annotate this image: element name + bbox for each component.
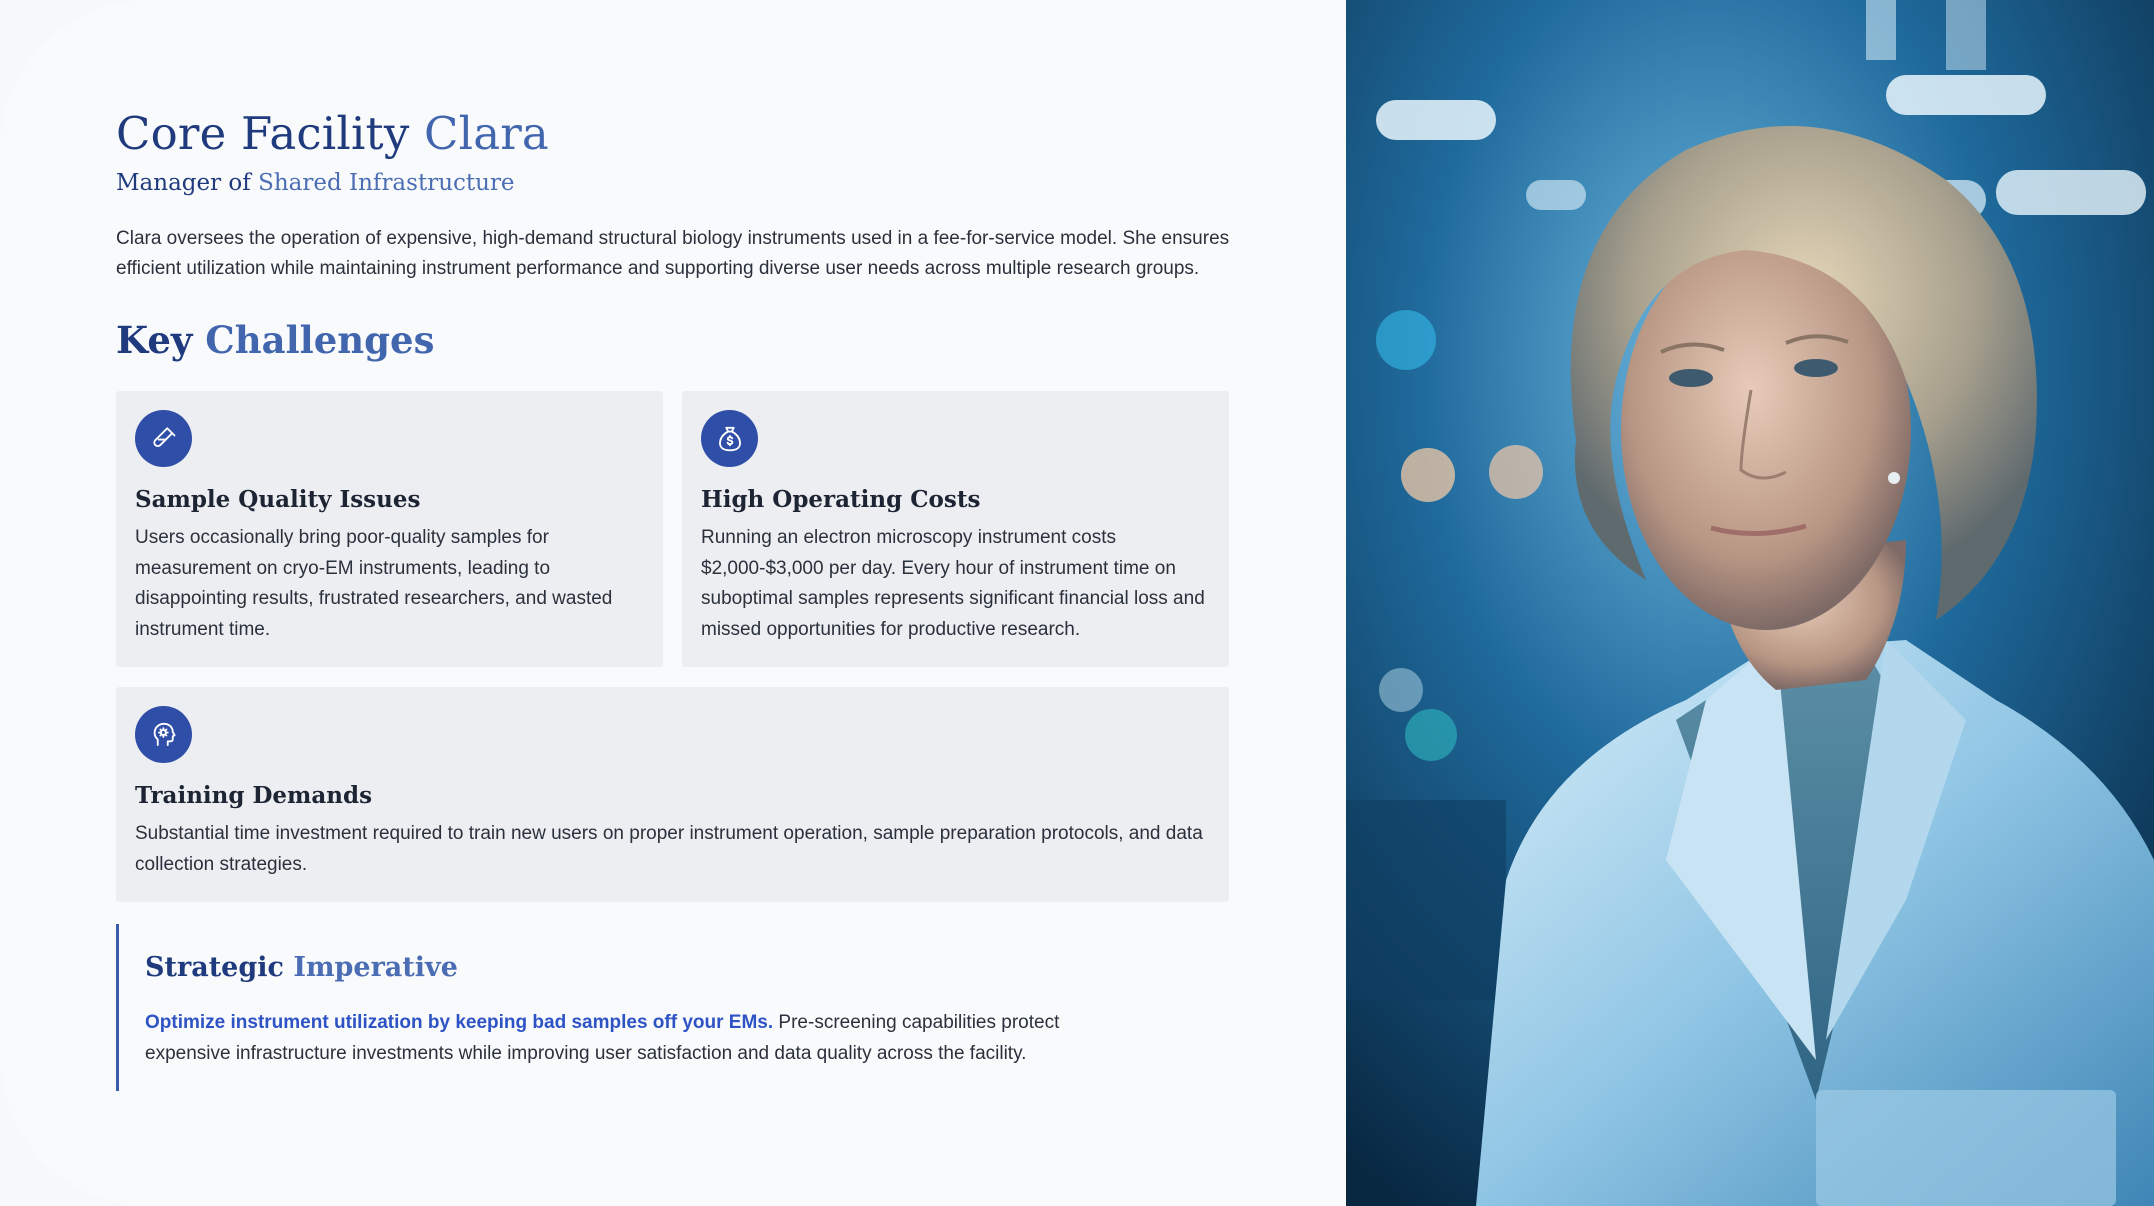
- card-title: Training Demands: [135, 782, 373, 809]
- challenge-card-operating-costs: [682, 391, 1229, 667]
- test-tube-icon: [135, 410, 192, 467]
- challenges-heading: [116, 316, 1230, 364]
- head-gear-icon: [135, 706, 192, 763]
- challenges-heading-accent: Challenges: [205, 318, 435, 362]
- money-bag-icon: [701, 410, 758, 467]
- card-text: Running an electron microscopy instrument costs $2,000-$3,000 per day. Every hour of instrument time on suboptimal samples represents significant financial loss and missed opportunities for productive research.: [701, 527, 1205, 640]
- imperative-highlight: Optimize instrument utilization by keeping bad samples off your EMs.: [145, 1012, 774, 1033]
- subtitle-main: Manager of: [116, 170, 251, 196]
- card-text: Substantial time investment required to train new users on proper instrument operation, sample preparation protocols, and data collection strategies.: [135, 823, 1203, 875]
- portrait-illustration: [1346, 0, 2154, 1206]
- page-title: [116, 104, 1230, 164]
- imperative-title: [145, 950, 1230, 986]
- challenge-card-training: [116, 687, 1229, 902]
- card-title: Sample Quality Issues: [135, 486, 421, 513]
- scientist-portrait-photo: [1346, 0, 2154, 1206]
- challenge-cards: [116, 391, 1230, 902]
- imperative-title-main: Strategic: [145, 952, 284, 983]
- challenge-card-sample-quality: [116, 391, 663, 667]
- subtitle-accent: Shared Infrastructure: [258, 170, 515, 196]
- card-title: High Operating Costs: [701, 486, 981, 513]
- intro-paragraph: Clara oversees the operation of expensive, high-demand structural biology instruments used in a fee-for-service model. She ensures efficient utilization while maintaining instrument performance and supporting diverse user needs across multiple research groups.: [116, 228, 1230, 279]
- page-subtitle: [116, 168, 1230, 198]
- card-text: Users occasionally bring poor-quality samples for measurement on cryo-EM instruments, leading to disappointing results, frustrated researchers, and wasted instrument time.: [135, 527, 613, 640]
- imperative-text: [145, 1008, 1145, 1069]
- title-main: Core Facility: [116, 107, 410, 160]
- imperative-body: Pre-screening capabilities protect expensive infrastructure investments while improving user satisfaction and data quality across the facility.: [145, 1012, 1060, 1064]
- challenges-heading-main: Key: [116, 318, 193, 362]
- title-accent: Clara: [423, 107, 549, 160]
- imperative-title-accent: Imperative: [293, 952, 458, 983]
- content: [116, 104, 1230, 1091]
- strategic-imperative: [116, 924, 1230, 1091]
